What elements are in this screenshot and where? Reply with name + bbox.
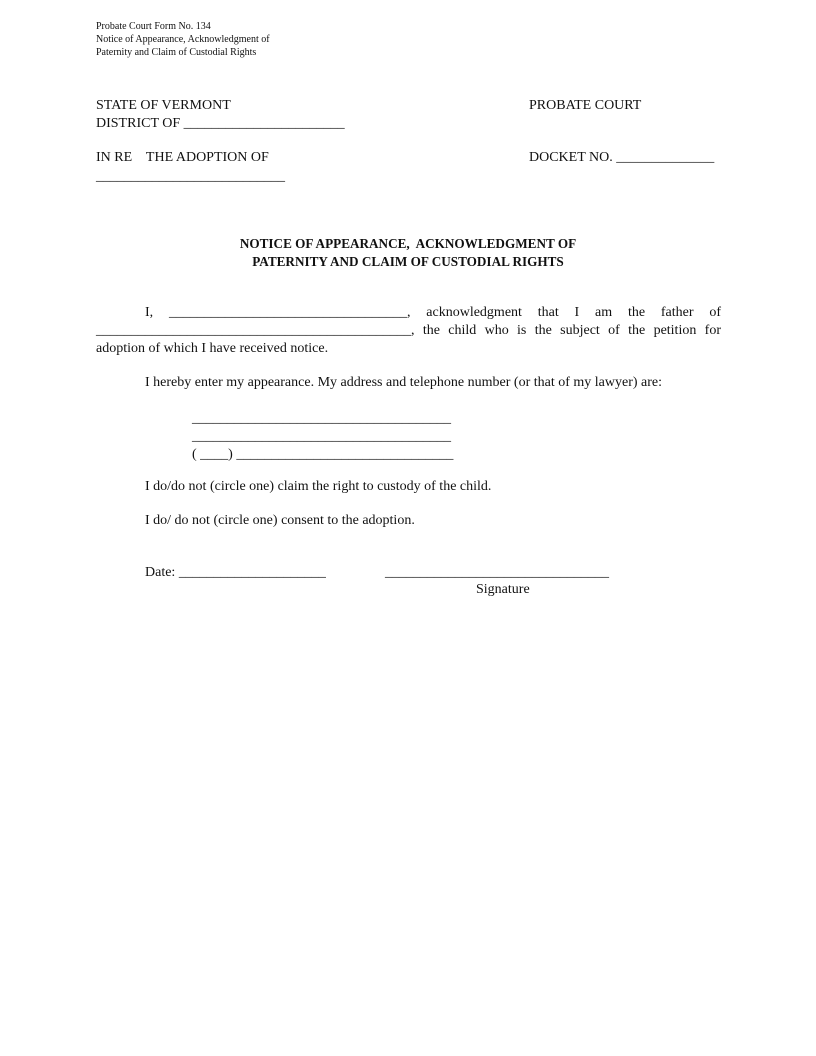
adoptee-name-field[interactable]: ___________________________ <box>96 169 285 184</box>
date-field[interactable]: Date: _____________________ <box>145 565 326 580</box>
acknowledgment-line-3: adoption of which I have received notice. <box>96 341 329 356</box>
consent-statement[interactable]: I do/ do not (circle one) consent to the adoption. <box>145 513 415 528</box>
acknowledgment-line-1[interactable]: I, __________________________________, acknowledgment that I am the father of <box>145 305 721 320</box>
address-line-2-field[interactable]: _____________________________________ <box>192 429 451 444</box>
acknowledgment-line-2[interactable]: _____________________________________________, the child who is the subject of the petition for <box>96 323 721 338</box>
form-number: Probate Court Form No. 134 <box>96 21 211 32</box>
court-label: PROBATE COURT <box>529 98 642 113</box>
in-re-label: IN RE THE ADOPTION OF <box>96 150 269 165</box>
signature-label: Signature <box>476 582 530 597</box>
signature-field[interactable]: ________________________________ <box>385 565 609 580</box>
docket-field[interactable]: DOCKET NO. ______________ <box>529 150 715 165</box>
title-line-1: NOTICE OF APPEARANCE, ACKNOWLEDGMENT OF <box>239 236 577 251</box>
address-line-1-field[interactable]: _____________________________________ <box>192 411 451 426</box>
form-title-line-2: Paternity and Claim of Custodial Rights <box>96 47 257 58</box>
state-label: STATE OF VERMONT <box>96 98 231 113</box>
title-line-2: PATERNITY AND CLAIM OF CUSTODIAL RIGHTS <box>252 254 564 269</box>
appearance-paragraph: I hereby enter my appearance. My address and telephone number (or that of my lawyer) are: <box>145 375 663 390</box>
form-title-line-1: Notice of Appearance, Acknowledgment of <box>96 34 270 45</box>
phone-field[interactable]: ( ____) _______________________________ <box>192 447 454 462</box>
custody-claim-statement[interactable]: I do/do not (circle one) claim the right to custody of the child. <box>145 479 492 494</box>
district-field[interactable]: DISTRICT OF _______________________ <box>96 116 345 131</box>
